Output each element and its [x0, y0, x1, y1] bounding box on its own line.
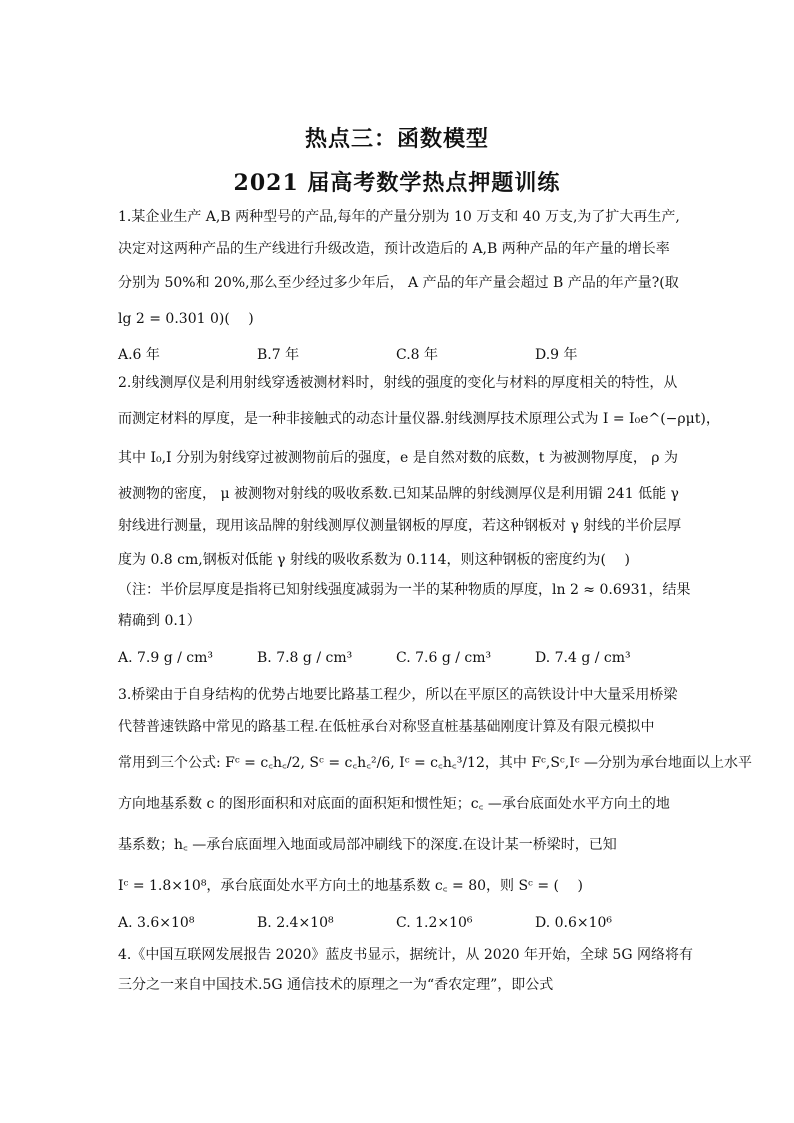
q1-line: 决定对这两种产品的生产线进行升级改造，预计改造后的 A,B 两种产品的年产量的增长率 — [118, 241, 670, 257]
q3-option-c: C. 1.2×10⁶ — [396, 915, 473, 931]
q3-line: 基系数；h꜀ —承台底面埋入地面或局部冲刷线下的深度.在设计某一桥梁时，已知 — [118, 837, 617, 853]
q1-line: 分别为 50%和 20%,那么至少经过多少年后， A 产品的年产量会超过 B 产品的年产量?(取 — [118, 275, 679, 291]
q3-option-d: D. 0.6×10⁶ — [535, 915, 613, 931]
q3-line: 常用到三个公式: Fᶜ = c꜀h꜀/2, Sᶜ = c꜀h꜀²/6, Iᶜ = c꜀h꜀³/12，其中 Fᶜ,Sᶜ,Iᶜ —分别为承台地面以上水平 — [118, 755, 753, 771]
q3-line: 方向地基系数 c 的图形面积和对底面的面积矩和惯性矩；c꜀ —承台底面处水平方向土的地 — [118, 796, 670, 812]
q3-option-b: B. 2.4×10⁸ — [257, 915, 334, 931]
q2-option-d: D. 7.4 g / cm³ — [535, 650, 631, 666]
q2-line: 被测物的密度， μ 被测物对射线的吸收系数.已知某品牌的射线测厚仪是利用镅 241 低能 γ — [118, 486, 679, 502]
q2-line: 2.射线测厚仪是利用射线穿透被测材料时，射线的强度的变化与材料的厚度相关的特性，从 — [118, 375, 678, 391]
q3-option-a: A. 3.6×10⁸ — [118, 915, 195, 931]
q1-option-d: D.9 年 — [535, 347, 578, 363]
q2-option-a: A. 7.9 g / cm³ — [118, 650, 214, 666]
q2-line: 其中 I₀,I 分别为射线穿过被测物前后的强度，e 是自然对数的底数，t 为被测物厚度， ρ 为 — [118, 450, 678, 466]
q1-option-b: B.7 年 — [257, 347, 300, 363]
q2-line: 而测定材料的厚度，是一种非接触式的动态计量仪器.射线测厚技术原理公式为 I = I₀e^(−ρμt)， — [118, 411, 720, 427]
q2-line: （注：半价层厚度是指将已知射线强度减弱为一半的某种物质的厚度，ln 2 ≈ 0.6931，结果 — [118, 582, 691, 598]
q3-line: 3.桥梁由于自身结构的优势占地要比路基工程少，所以在平原区的高铁设计中大量采用桥梁 — [118, 687, 678, 703]
q2-option-b: B. 7.8 g / cm³ — [257, 650, 353, 666]
q4-line: 4.《中国互联网发展报告 2020》蓝皮书显示，据统计，从 2020 年开始，全球 5G 网络将有 — [118, 947, 693, 963]
q1-line: 1.某企业生产 A,B 两种型号的产品,每年的产量分别为 10 万支和 40 万支,为了扩大再生产, — [118, 209, 680, 225]
page-title: 热点三：函数模型 — [304, 126, 489, 152]
page-subtitle: 2021 届高考数学热点押题训练 — [233, 170, 561, 196]
q2-line: 度为 0.8 cm,钢板对低能 γ 射线的吸收系数为 0.114，则这种钢板的密度约为( ) — [118, 552, 630, 568]
q1-option-a: A.6 年 — [118, 347, 160, 363]
q1-option-c: C.8 年 — [396, 347, 439, 363]
q2-line: 射线进行测量，现用该品牌的射线测厚仪测量钢板的厚度，若这种钢板对 γ 射线的半价层厚 — [118, 518, 682, 534]
q2-line: 精确到 0.1） — [118, 613, 201, 629]
q2-option-c: C. 7.6 g / cm³ — [396, 650, 492, 666]
q1-line: lg 2 = 0.301 0)( ) — [118, 311, 254, 327]
q3-line: Iᶜ = 1.8×10⁸，承台底面处水平方向土的地基系数 c꜀ = 80，则 Sᶜ = ( ) — [118, 878, 583, 894]
q4-line: 三分之一来自中国技术.5G 通信技术的原理之一为“香农定理”，即公式 — [118, 977, 554, 993]
q3-line: 代替普速铁路中常见的路基工程.在低桩承台对称竖直桩基基础刚度计算及有限元模拟中 — [118, 719, 655, 735]
